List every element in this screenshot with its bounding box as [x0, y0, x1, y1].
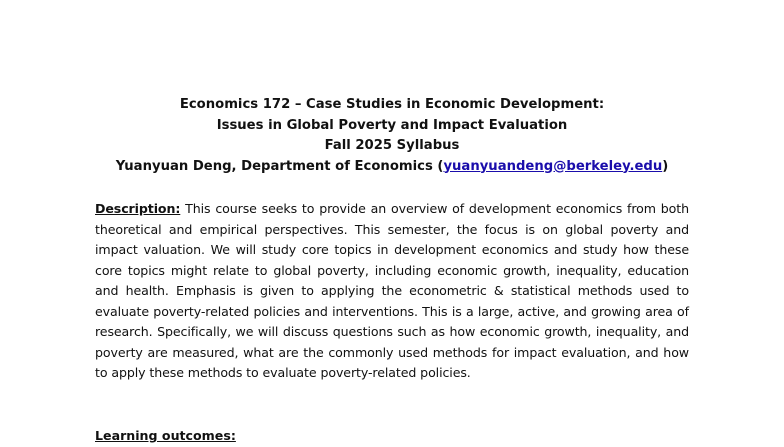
description-text: This course seeks to provide an overview of development economics from both theoretical and empirical perspectives. This semester, the focus is on global poverty and impact valuation. We will study core topics in development economics and study how these core topics might relate to global poverty, including economic growth, inequality, education and health. Emphasis is given to applying the econometric & statistical methods used to evaluate poverty-related policies and interventions. This is a large, active, and growing area of research. Specifically, we will discuss questions such as how economic growth, inequality, and poverty are measured, what are the commonly used methods for impact evaluation, and how to apply these methods to evaluate poverty-related policies. — [95, 201, 689, 380]
term-label: Fall 2025 Syllabus — [324, 138, 460, 153]
syllabus-header — [0, 95, 784, 177]
instructor-suffix: ) — [662, 158, 669, 174]
course-title: Economics 172 – Case Studies in Economic Development: — [179, 97, 605, 112]
learning-outcomes-section — [95, 426, 236, 447]
description-paragraph — [95, 199, 689, 384]
instructor-name: Yuanyuan Deng, Department of Economics ( — [115, 158, 444, 174]
instructor-line — [0, 157, 784, 178]
learning-outcomes-label: Learning outcomes: — [95, 428, 236, 443]
description-label: Description: — [95, 201, 181, 216]
instructor-email-link[interactable]: yuanyuandeng@berkeley.edu — [443, 158, 663, 174]
course-subtitle: Issues in Global Poverty and Impact Evaluation — [216, 117, 568, 133]
